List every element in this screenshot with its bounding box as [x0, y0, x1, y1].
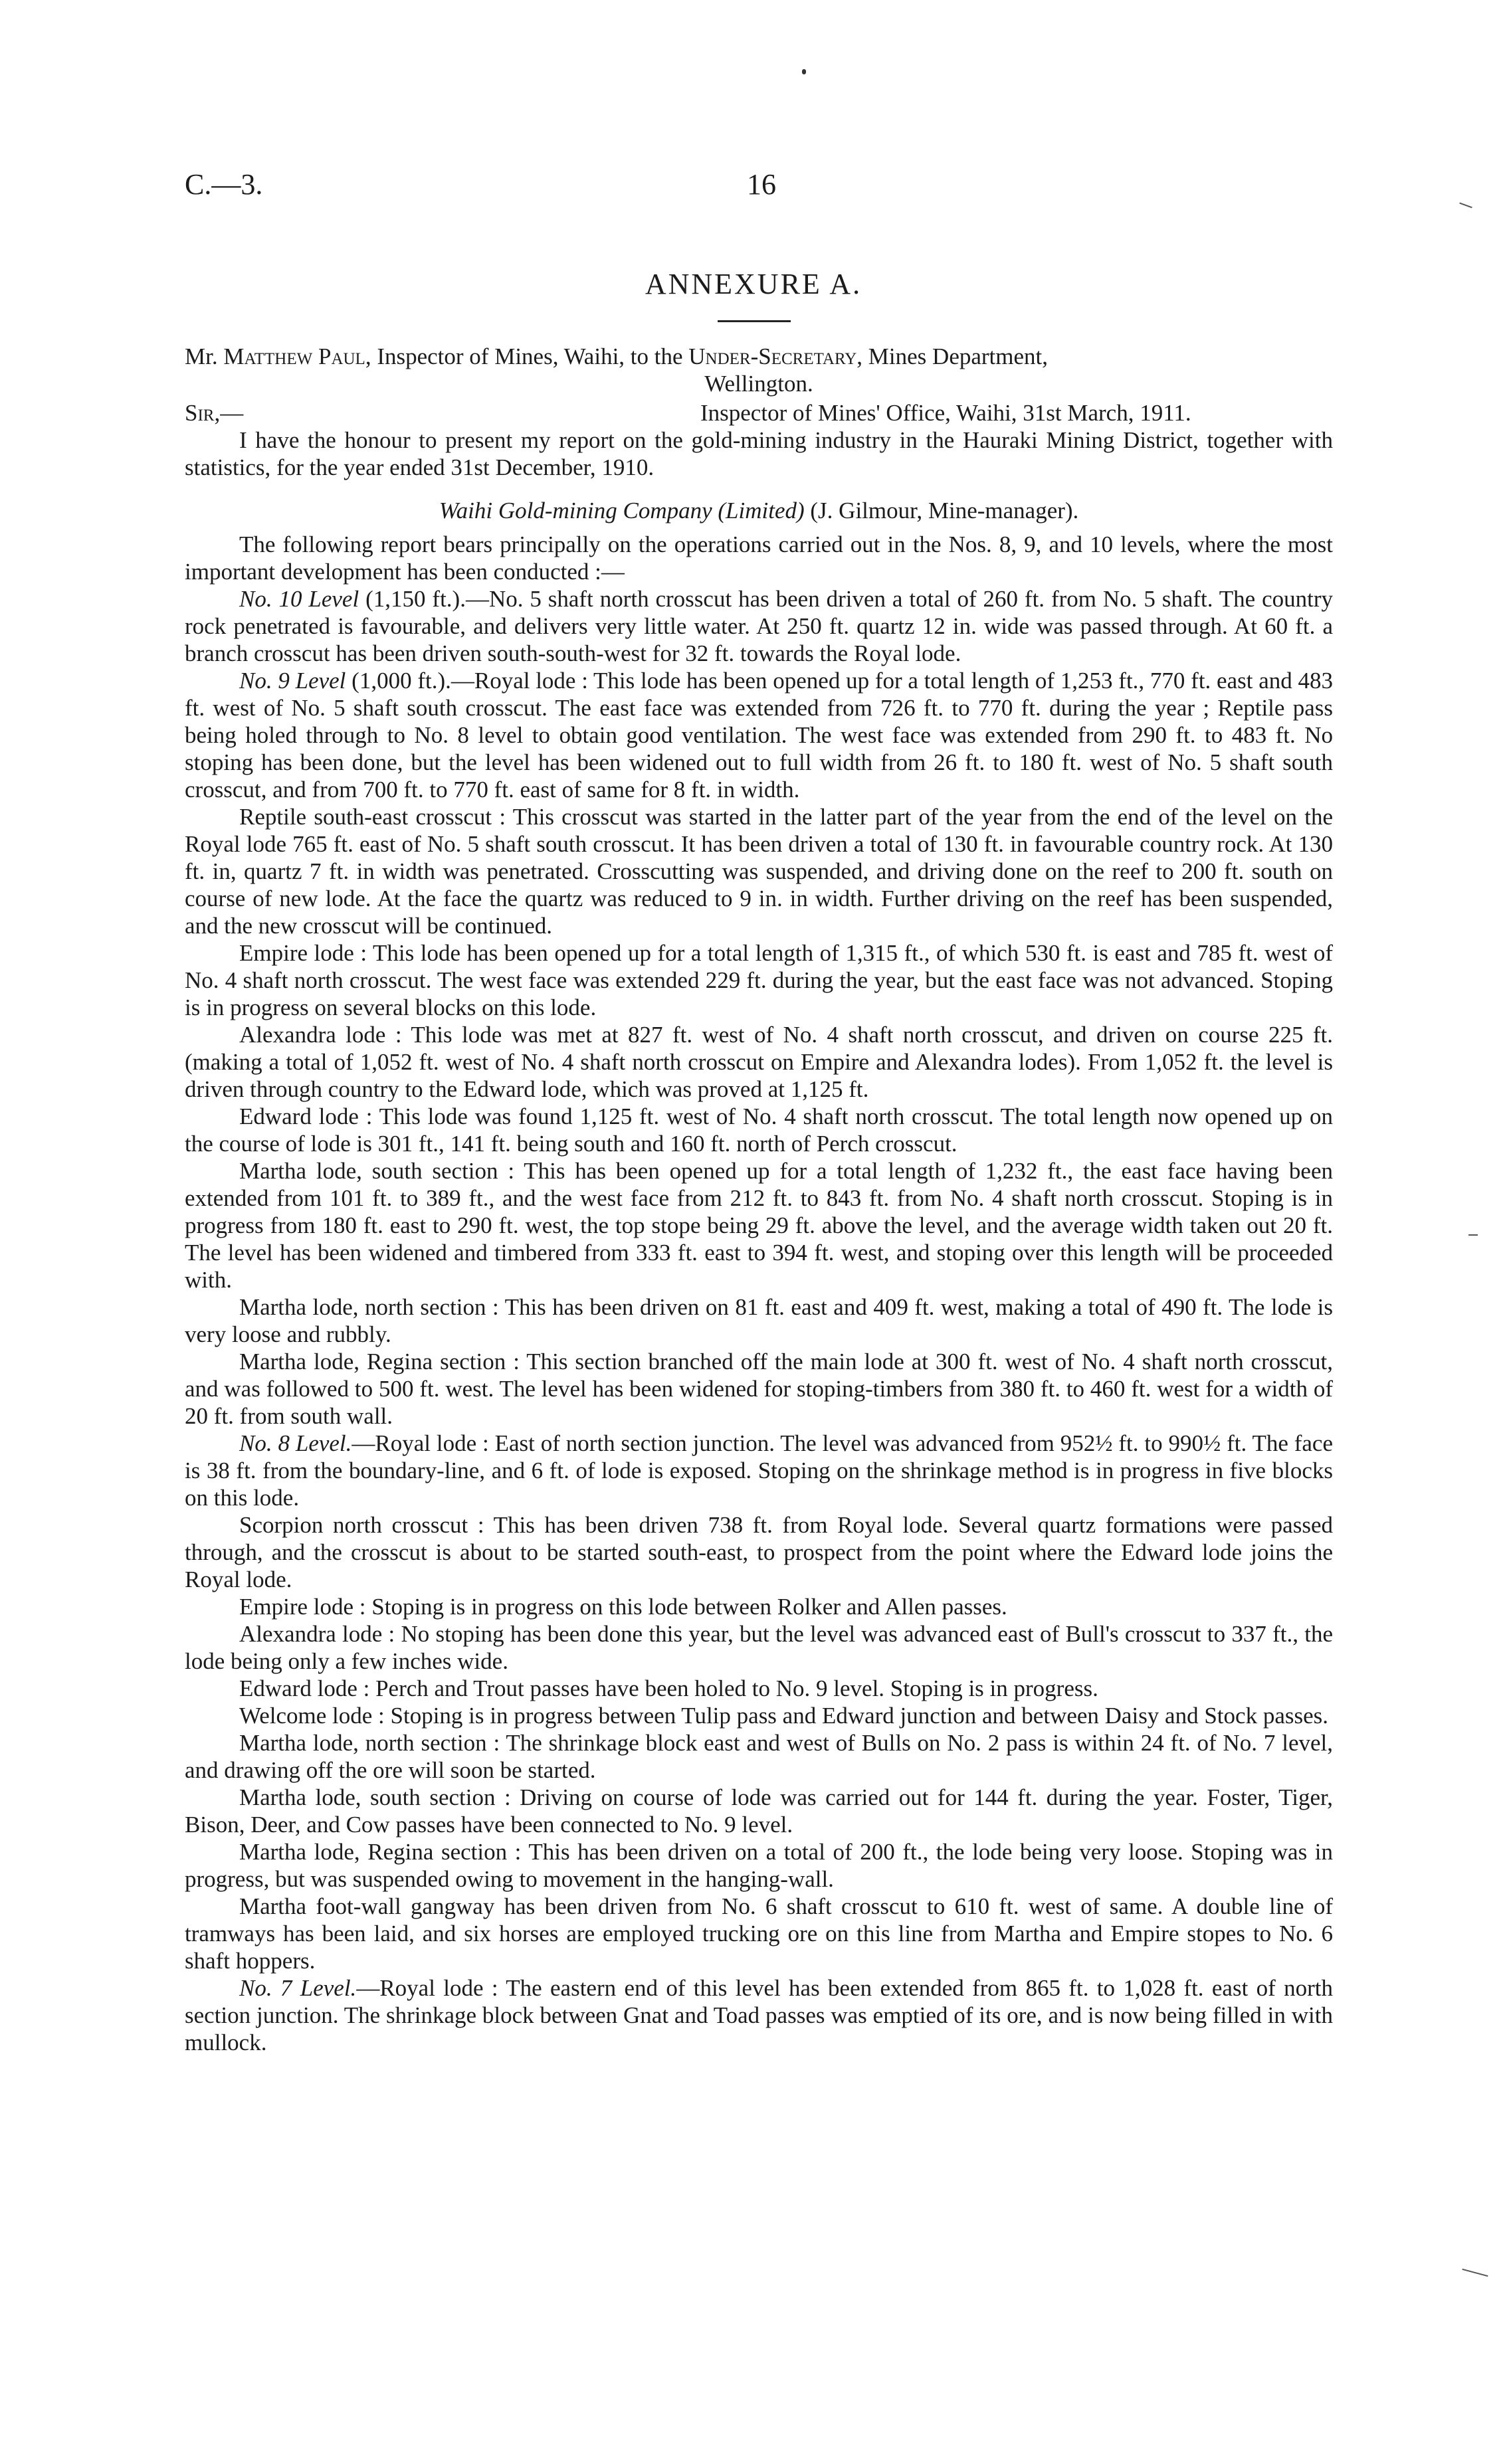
scan-speck — [802, 69, 806, 74]
paragraph: Alexandra lode : This lode was met at 827 ft. west of No. 4 shaft north crosscut, and driven on course 225 ft. (making a total of 1,052 ft. west of No. 4 shaft north crosscut on Empire and Alexandra lodes). From 1,052 ft. the level is driven through country to the Edward lode, which was proved at 1,125 ft. — [185, 1022, 1333, 1102]
salutation: Sir,— — [185, 400, 244, 426]
paragraph: Martha lode, north section : This has been driven on 81 ft. east and 409 ft. west, making a total of 490 ft. The lode is very loose and rubbly. — [185, 1294, 1333, 1347]
paragraph: Alexandra lode : No stoping has been done this year, but the level was advanced east of Bull's crosscut to 337 ft., the lode being only a few inches wide. — [185, 1621, 1333, 1674]
title-rule — [718, 320, 791, 322]
address-middle: , Inspector of Mines, Waihi, to the — [365, 343, 683, 369]
company-manager: (J. Gilmour, Mine-manager). — [810, 498, 1079, 523]
level-heading: No. 7 Level. — [239, 1975, 357, 2001]
paragraph-text: —Royal lode : East of north section junction. The level was advanced from 952½ ft. to 990½ ft. The face is 38 ft. from the boundary-line, and 6 ft. of lode is exposed. Stoping on the shrinkage method is in progress in five blocks on this lode. — [185, 1430, 1334, 1511]
address-suffix: , Mines Department, — [856, 343, 1049, 369]
paragraph: Martha lode, south section : Driving on course of lode was carried out for 144 ft. during the year. Foster, Tiger, Bison, Deer, and Cow passes have been connected to No. 9 level. — [185, 1784, 1333, 1838]
paragraph: Empire lode : Stoping is in progress on this lode between Rolker and Allen passes. — [239, 1594, 1007, 1620]
paragraph: Empire lode : This lode has been opened up for a total length of 1,315 ft., of which 530 ft. is east and 785 ft. west of No. 4 shaft north crosscut. The west face was extended 229 ft. during the year, but the east face was not advanced. Stoping is in progress on several blocks on this lode. — [185, 940, 1333, 1020]
paragraph — [185, 667, 1333, 803]
paragraph — [185, 1430, 1333, 1511]
scan-mark — [1468, 1234, 1478, 1236]
paragraph: Martha lode, Regina section : This has been driven on a total of 200 ft., the lode being very loose. Stoping was in progress, but was suspended owing to movement in the hanging-wall. — [185, 1839, 1333, 1892]
page-number: 16 — [747, 168, 776, 201]
document-body — [185, 343, 1333, 2056]
paragraph: Edward lode : Perch and Trout passes have been holed to No. 9 level. Stoping is in progress. — [239, 1675, 1098, 1701]
document-reference: C.—3. — [185, 168, 263, 201]
level-heading: No. 10 Level — [239, 586, 359, 612]
intro-paragraph: I have the honour to present my report on the gold-mining industry in the Hauraki Mining District, together with statistics, for the year ended 31st December, 1910. — [185, 427, 1333, 480]
recipient-title: Under-Secretary — [688, 343, 857, 369]
paragraph: Reptile south-east crosscut : This crosscut was started in the latter part of the year from the end of the level on the Royal lode 765 ft. east of No. 5 shaft south crosscut. It has been driven a total of 130 ft. in favourable country rock. At 130 ft. in, quartz 7 ft. in width was penetrated. Crosscutting was suspended, and driving done on the reef to 200 ft. south on course of new lode. At the face the quartz was reduced to 9 in. in width. Further driving on the reef has been suspended, and the new crosscut will be continued. — [185, 804, 1333, 939]
level-heading: No. 8 Level. — [239, 1430, 352, 1456]
salutation-row — [185, 399, 1333, 426]
paragraph — [185, 585, 1333, 667]
address-line — [185, 343, 1333, 370]
paragraph: The following report bears principally on the operations carried out in the Nos. 8, 9, and 10 levels, where the most important development has been conducted :— — [185, 531, 1333, 585]
paragraph: Scorpion north crosscut : This has been driven 738 ft. from Royal lode. Several quartz formations were passed through, and the crosscut is about to be started south-east, to prospect from the point where the Edward lode joins the Royal lode. — [185, 1512, 1333, 1592]
scan-mark — [1462, 2269, 1488, 2277]
company-heading — [185, 497, 1333, 524]
paragraph-text: —Royal lode : The eastern end of this level has been extended from 865 ft. to 1,028 ft. east of north section junction. The shrinkage block between Gnat and Toad passes was emptied of its ore, and is now being filled in with mullock. — [185, 1975, 1333, 2055]
paragraph: Martha lode, north section : The shrinkage block east and west of Bulls on No. 2 pass is within 24 ft. of No. 7 level, and drawing off the ore will soon be started. — [185, 1730, 1333, 1783]
address-line-2: Wellington. — [704, 371, 813, 397]
paragraph: Martha foot-wall gangway has been driven from No. 6 shaft crosscut to 610 ft. west of same. A double line of tramways has been laid, and six horses are employed trucking ore on this line from Martha and Empire stopes to No. 6 shaft hoppers. — [185, 1893, 1333, 1974]
level-heading: No. 9 Level — [239, 668, 346, 694]
paragraph: Welcome lode : Stoping is in progress between Tulip pass and Edward junction and between Daisy and Stock passes. — [239, 1703, 1329, 1729]
paragraph: Martha lode, Regina section : This section branched off the main lode at 300 ft. west of No. 4 shaft north crosscut, and was followed to 500 ft. west. The level has been widened for stoping-timbers from 380 ft. to 460 ft. west for a width of 20 ft. from south wall. — [185, 1349, 1333, 1429]
address-prefix: Mr. — [185, 343, 218, 369]
paragraph-text: (1,000 ft.).—Royal lode : This lode has been opened up for a total length of 1,253 ft., 770 ft. east and 483 ft. west of No. 5 shaft south crosscut. The east face was extended from 726 ft. to 770 ft. during the year ; Reptile pass being holed through to No. 8 level to obtain good ventilation. The west face was extended from 290 ft. to 483 ft. No stoping has been done, but the level has been widened out to full width from 26 ft. to 180 ft. west of No. 5 shaft south crosscut, and from 700 ft. to 770 ft. east of same for 8 ft. in width. — [185, 668, 1334, 803]
paragraph: Edward lode : This lode was found 1,125 ft. west of No. 4 shaft north crosscut. The total length now opened up on the course of lode is 301 ft., 141 ft. being south and 160 ft. north of Perch crosscut. — [185, 1103, 1333, 1157]
paragraph: Martha lode, south section : This has been opened up for a total length of 1,232 ft., the east face having been extended from 101 ft. to 389 ft., and the west face from 212 ft. to 843 ft. from No. 4 shaft north crosscut. Stoping is in progress from 180 ft. east to 290 ft. west, the top stope being 29 ft. above the level, and the average width taken out 20 ft. The level has been widened and timbered from 333 ft. east to 394 ft. west, and stoping over this length will be proceeded with. — [185, 1158, 1333, 1293]
paragraph-text: (1,150 ft.).—No. 5 shaft north crosscut has been driven a total of 260 ft. from No. 5 shaft. The country rock penetrated is favourable, and delivers very little water. At 250 ft. quartz 12 in. wide was passed through. At 60 ft. a branch crosscut has been driven south-south-west for 32 ft. towards the Royal lode. — [185, 586, 1334, 666]
office-date: Inspector of Mines' Office, Waihi, 31st March, 1911. — [700, 400, 1191, 426]
annexure-title: ANNEXURE A. — [645, 268, 862, 300]
paragraph — [185, 1974, 1333, 2056]
sender-name: Matthew Paul — [223, 343, 365, 369]
scan-mark — [1459, 203, 1472, 209]
company-name: Waihi Gold-mining Company (Limited) — [439, 498, 805, 523]
